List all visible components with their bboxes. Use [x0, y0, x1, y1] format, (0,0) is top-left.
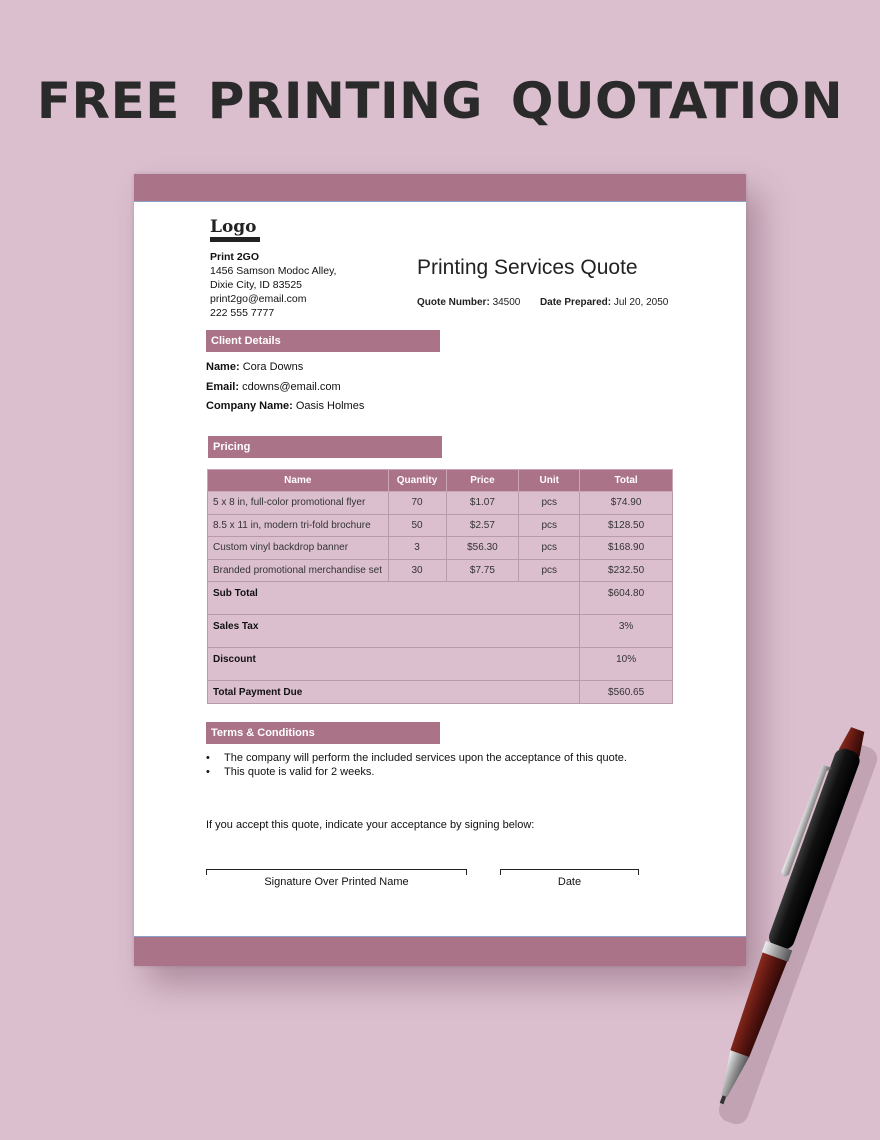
- item-name: Branded promotional merchandise set: [208, 559, 389, 582]
- item-quantity: 50: [388, 514, 446, 537]
- quote-title: Printing Services Quote: [417, 256, 638, 279]
- client-company-label: Company Name:: [206, 400, 293, 412]
- col-header-quantity: Quantity: [388, 470, 446, 492]
- quote-document: [134, 174, 746, 966]
- item-price: $7.75: [446, 559, 519, 582]
- client-company-row: [206, 397, 364, 417]
- list-item: • This quote is valid for 2 weeks.: [206, 765, 627, 779]
- header-band: [134, 174, 746, 202]
- item-quantity: 3: [388, 537, 446, 560]
- client-name: Cora Downs: [242, 361, 304, 373]
- total-due-label: Total Payment Due: [208, 681, 580, 704]
- item-name: Custom vinyl backdrop banner: [208, 537, 389, 560]
- item-total: $232.50: [580, 559, 673, 582]
- logo-text: Logo: [210, 217, 257, 237]
- total-due-value: $560.65: [580, 681, 673, 704]
- table-row: [208, 492, 673, 515]
- item-unit: pcs: [519, 492, 580, 515]
- footer-band: [134, 936, 746, 966]
- sales-tax-value: 3%: [580, 615, 673, 648]
- total-due-row: [208, 681, 673, 704]
- item-price: $1.07: [446, 492, 519, 515]
- logo-bar: [210, 237, 260, 242]
- item-price: $56.30: [446, 537, 519, 560]
- table-row: [208, 537, 673, 560]
- col-header-name: Name: [208, 470, 389, 492]
- item-name: 5 x 8 in, full-color promotional flyer: [208, 492, 389, 515]
- item-quantity: 70: [388, 492, 446, 515]
- date-prepared: Jul 20, 2050: [613, 297, 669, 308]
- table-row: [208, 559, 673, 582]
- item-unit: pcs: [519, 514, 580, 537]
- date-label: Date: [557, 876, 582, 888]
- list-item: • The company will perform the included services upon the acceptance of this quote.: [206, 751, 627, 765]
- acceptance-text: If you accept this quote, indicate your acceptance by signing below:: [206, 819, 535, 831]
- client-details-heading: Client Details: [206, 330, 440, 352]
- signature-label: Signature Over Printed Name: [264, 876, 409, 888]
- subtotal-label: Sub Total: [208, 582, 580, 615]
- company-address-line2: Dixie City, ID 83525: [210, 279, 303, 291]
- item-name: 8.5 x 11 in, modern tri-fold brochure: [208, 514, 389, 537]
- col-header-price: Price: [446, 470, 519, 492]
- client-name-label: Name:: [206, 361, 240, 373]
- col-header-unit: Unit: [519, 470, 580, 492]
- discount-label: Discount: [208, 648, 580, 681]
- company-name: Print 2GO: [210, 251, 260, 263]
- client-name-row: [206, 358, 364, 378]
- pricing-heading: Pricing: [208, 436, 442, 458]
- subtotal-row: [208, 582, 673, 615]
- item-total: $74.90: [580, 492, 673, 515]
- sales-tax-label: Sales Tax: [208, 615, 580, 648]
- date-line: [500, 869, 639, 875]
- subtotal-value: $604.80: [580, 582, 673, 615]
- quote-number-label: Quote Number:: [417, 297, 490, 308]
- banner-title: FREE PRINTING QUOTATION: [36, 72, 844, 130]
- col-header-total: Total: [580, 470, 673, 492]
- quote-number: 34500: [492, 297, 521, 308]
- table-row: [208, 514, 673, 537]
- date-prepared-label: Date Prepared:: [539, 297, 612, 308]
- item-price: $2.57: [446, 514, 519, 537]
- item-unit: pcs: [519, 537, 580, 560]
- sales-tax-row: [208, 615, 673, 648]
- company-email: print2go@email.com: [210, 293, 307, 305]
- item-total: $128.50: [580, 514, 673, 537]
- company-logo: [210, 218, 260, 242]
- client-details: [206, 358, 364, 417]
- item-total: $168.90: [580, 537, 673, 560]
- discount-row: [208, 648, 673, 681]
- terms-list: [206, 751, 627, 779]
- company-address-line1: 1456 Samson Modoc Alley,: [210, 265, 337, 277]
- company-phone: 222 555 7777: [210, 307, 275, 319]
- client-email: cdowns@email.com: [242, 380, 341, 393]
- item-quantity: 30: [388, 559, 446, 582]
- item-unit: pcs: [519, 559, 580, 582]
- client-email-row: [206, 378, 364, 398]
- company-info: [210, 250, 336, 320]
- signature-line: [206, 869, 467, 875]
- discount-value: 10%: [580, 648, 673, 681]
- pricing-table: [207, 469, 673, 704]
- client-email-label: Email:: [206, 380, 240, 393]
- quote-meta: [417, 297, 668, 308]
- client-company: Oasis Holmes: [295, 400, 365, 412]
- terms-heading: Terms & Conditions: [206, 722, 440, 744]
- pricing-header-row: [208, 470, 673, 492]
